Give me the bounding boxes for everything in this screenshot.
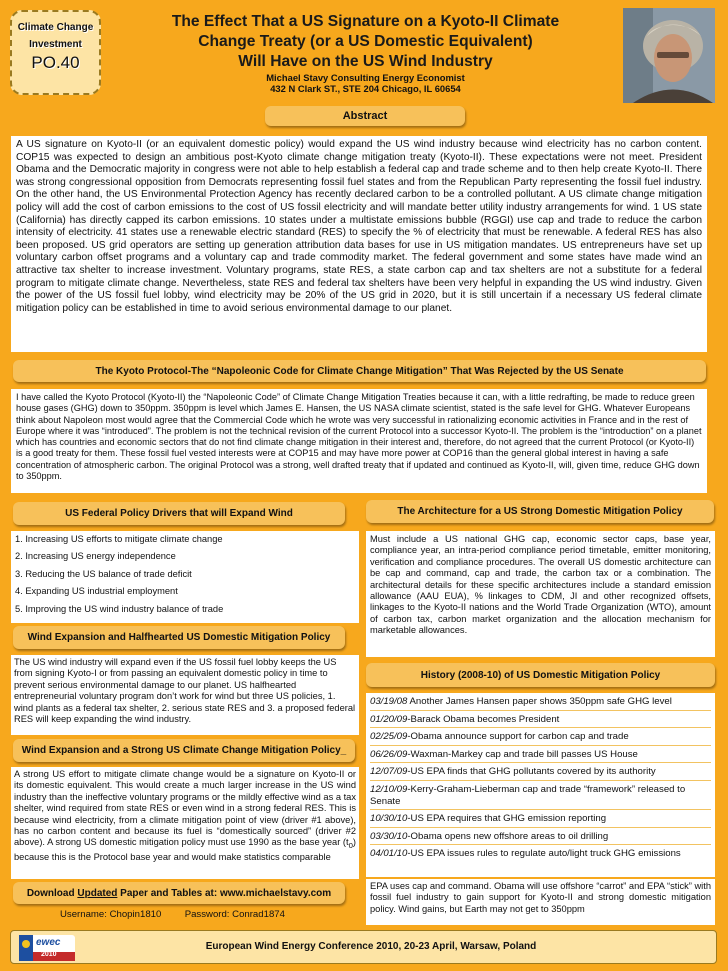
history-event: -Kerry-Graham-Lieberman cap and trade “framework” released to Senate	[370, 783, 686, 807]
driver-item-3: 3. Reducing the US balance of trade deficit	[15, 568, 192, 579]
halfhearted-heading-text: Wind Expansion and Halfhearted US Domestic Mitigation Policy	[27, 632, 331, 643]
drivers-heading-text: US Federal Policy Drivers that will Expand Wind	[65, 508, 293, 519]
history-list	[366, 693, 715, 877]
history-date: 03/30/10	[370, 830, 408, 842]
badge-topic-line2: Investment	[29, 39, 82, 50]
history-date: 02/25/09	[370, 731, 408, 743]
badge-topic-line1: Climate Change	[17, 22, 94, 33]
abstract-text: A US signature on Kyoto-II (or an equivalent domestic policy) would expand the US wind industry because wind electricity has no carbon content. COP15 was expected to design an ambitious post-Kyoto climate change mitigation treaty (Kyoto-II). These expectations were not meet. President Obama and the Democratic majority in congress were not able to help establish a federal cap and trade scheme and to then help create Kyoto-II. There was strong congressional opposition from Democrats representing fossil fuel states and from the Republican Party representing the fossil fuel industry. On the other hand, the US Environmental Protection Agency has recently declared carbon to be a controlled pollutant. A US climate change mitigation policy will add the cost of carbon emissions to the cost of US fossil electricity and will mandate better utility industry arrangements for wind. 1 US state (California) has directly capped its carbon emissions. 10 states under a multistate emissions bubble (RGGI) use cap and trade to reduce the carbon intensity of electricity. 41 states use a renewable electric standard (RES) to specify the % of electricity that must be renewable. A federal RES has also been proposed. US grid operators are setting up generation attribution data bases for use in US mitigation mandates. US entrepreneurs have set up voluntary carbon offset programs and a voluntary cap and trade commodity market. The federal government and some states have made wind an attractive tax shelter to increase investment. Voluntary programs, state RES, a state carbon cap and tax shelters are not a substitute for a federal program to mitigate climate change. Nevertheless, state RES and federal tax shelters have been very helpful in expanding the US wind industry. Given the power of the US fossil fuel lobby, wind electricity may be 20% of the US grid in 2020, but it is still uncertain if a necessary US federal climate mitigation policy can be established in time to avoid serious environmental damage to our planet.	[16, 139, 702, 314]
driver-item-4: 4. Expanding US industrial employment	[15, 586, 178, 597]
strong-panel	[11, 767, 359, 879]
credentials-username: Username: Chopin1810	[60, 909, 162, 920]
title-line-2: Change Treaty (or a US Domestic Equivalent)	[198, 33, 533, 50]
author-block	[118, 72, 613, 94]
history-date: 12/07/09	[370, 766, 408, 778]
poster-title	[118, 12, 613, 72]
title-line-3: Will Have on the US Wind Industry	[238, 53, 493, 70]
download-link-text[interactable]: Paper and Tables at: www.michaelstavy.com	[120, 887, 332, 899]
architecture-panel	[366, 531, 715, 657]
history-event: -US EPA finds that GHG pollutants covered by its authority	[407, 766, 656, 778]
history-item	[370, 810, 711, 828]
history-item	[370, 763, 711, 781]
architecture-heading	[366, 500, 714, 523]
history-item	[370, 828, 711, 846]
poster-code-badge	[10, 10, 101, 95]
abstract-heading-text: Abstract	[342, 110, 388, 122]
history-event: Another James Hansen paper shows 350ppm safe GHG level	[407, 696, 672, 707]
history-item	[370, 845, 711, 862]
history-closing-text: EPA uses cap and command. Obama will use offshore “carrot” and EPA “stick” with fossil fuel industry to gain support for Kyoto-II and strong domestic mitigation policy. Wind gains, but Earth may not get to 350ppm	[370, 881, 711, 914]
history-item	[370, 728, 711, 746]
kyoto-panel	[11, 389, 707, 493]
history-event: -Barack Obama becomes President	[407, 713, 560, 725]
kyoto-heading-text: The Kyoto Protocol-The “Napoleonic Code for Climate Change Mitigation” That Was Rejected by the US Senate	[95, 365, 624, 377]
halfhearted-heading	[13, 626, 345, 649]
strong-text-b: ) because this is the Protocol base year and would make statistics comparable	[14, 837, 356, 862]
ewec-logo	[19, 935, 75, 961]
driver-item-5: 5. Improving the US wind industry balance of trade	[15, 603, 224, 614]
history-event: -Waxman-Markey cap and trade bill passes US House	[407, 748, 638, 760]
strong-heading-text: Wind Expansion and a Strong US Climate Change Mitigation Policy_	[21, 745, 347, 756]
history-date: 10/30/10	[370, 813, 408, 825]
download-banner[interactable]	[13, 882, 345, 904]
history-date: 03/19/08	[370, 696, 408, 707]
abstract-heading	[265, 106, 465, 126]
history-date: 01/20/09	[370, 713, 408, 725]
history-event: -US EPA issues rules to regulate auto/light truck GHG emissions	[407, 848, 681, 860]
driver-item-2: 2. Increasing US energy independence	[15, 551, 176, 562]
author-portrait-image	[623, 8, 715, 103]
download-updated: Updated	[77, 887, 118, 899]
history-heading-text: History (2008-10) of US Domestic Mitigation Policy	[420, 669, 661, 681]
architecture-text: Must include a US national GHG cap, economic sector caps, base year, compliance year, an intra-period compliance period timetable, emitter monitoring, verification and compliance procedures. The overall US domestic architecture can be cap and command, cap and trade, the carbon tax or a combination. The architectural details for these specific architectures include a standard emission allowance (AAU EUA), % linkages to CDM, JI and other recognized offsets, linkages to the Kyoto-II nations and the World Trade Organization (WTO), amount of carbon tax, carbon market organization and the allocation mechanism for marketable allowances.	[370, 534, 711, 636]
history-closing-panel	[366, 879, 715, 925]
credentials	[60, 909, 360, 923]
credentials-password: Password: Conrad1874	[184, 909, 285, 920]
conference-name: European Wind Energy Conference 2010, 20-23 April, Warsaw, Poland	[205, 941, 537, 952]
kyoto-heading	[13, 360, 706, 382]
history-event: -US EPA requires that GHG emission reporting	[407, 813, 607, 825]
history-item	[370, 693, 711, 711]
drivers-heading	[13, 502, 345, 525]
download-prefix: Download	[26, 887, 75, 899]
ewec-logo-text: ewec	[36, 937, 61, 948]
history-date: 04/01/10	[370, 848, 408, 860]
history-date: 12/10/09	[370, 783, 408, 795]
author-name: Michael Stavy Consulting Energy Economist	[266, 72, 465, 83]
history-item	[370, 711, 711, 729]
ewec-logo-year: 2010	[41, 951, 57, 958]
abstract-panel	[11, 136, 707, 352]
history-event: -Obama opens new offshore areas to oil drilling	[407, 830, 609, 842]
history-item	[370, 746, 711, 764]
kyoto-text: I have called the Kyoto Protocol (Kyoto-II) the “Napoleonic Code” of Climate Change Mitigation Treaties because it can, with a little redrafting, be made to reduce green house gases (GHG) down to 350ppm. 350ppm is level which James E. Hansen, the US NASA climate scientist, stated is the safe level for GHG. Whatever Europeans think about Napoleon most would agree that the Commercial Code which he wrote was very successful in rationalizing economic activities in France and in the rest of Europe where it was “introduced”. The problem is not the technical revision of the current Protocol into a successor Kyoto-II. The problem is the “introduction” on a planet which has countries and economic sectors that do not find climate change mitigation in their interest and, therefore, do not agreed that the current Protocol (or Kyoto-II) is a good treaty for them. These fossil fuel vested interests were at COP15 and may have more power at COP16 than the general global interest in having a safe concentration of atmospheric carbon. The original Protocol was a strong, well drafted treaty that if updated and continued as Kyoto-II, will, given time, reduce GHG down to 350ppm.	[16, 392, 702, 482]
halfhearted-panel	[11, 655, 359, 735]
driver-item-1: 1. Increasing US efforts to mitigate climate change	[15, 534, 223, 544]
history-date: 06/26/09	[370, 748, 408, 760]
history-item	[370, 781, 711, 810]
strong-heading	[13, 739, 355, 762]
halfhearted-text: The US wind industry will expand even if the US fossil fuel lobby keeps the US from signing Kyoto-I or from passing an equivalent domestic policy in time to prevent serious environmental damage to our planet. US halfhearted entrepreneurial voluntary program don’t work for wind but three US policies, 1. wind plants as a federal tax shelter, 2. serious state RES and 3. a proposed federal RES will keep expanding the wind industry.	[14, 657, 356, 725]
strong-text-a: A strong US effort to mitigate climate change would be a signature on Kyoto-II or its domestic equivalent. This would create a much larger increase in the US wind industry than the ineffective voluntary programs or the mildly effective wind as a tax shelter, wind required from state RES or even wind in a strong federal RES. This is because wind electricity, from a climate mitigation point of view (driver #1 above), has no carbon content and because its fuel is “domestically sourced” (driver #2 above). A strong US domestic mitigation policy must use 1990 as the base year (t	[14, 769, 356, 848]
strong-text-subscript: 0	[348, 841, 353, 851]
drivers-panel	[11, 531, 359, 623]
footer-bar	[10, 930, 717, 964]
author-photo	[623, 8, 715, 103]
architecture-heading-text: The Architecture for a US Strong Domestic Mitigation Policy	[397, 506, 683, 517]
history-heading	[366, 663, 715, 687]
history-event: -Obama announce support for carbon cap and trade	[407, 731, 629, 743]
author-address: 432 N Clark ST., STE 204 Chicago, IL 60654	[270, 83, 461, 94]
title-line-1: The Effect That a US Signature on a Kyoto-II Climate	[171, 13, 560, 30]
badge-code: PO.40	[31, 53, 80, 72]
